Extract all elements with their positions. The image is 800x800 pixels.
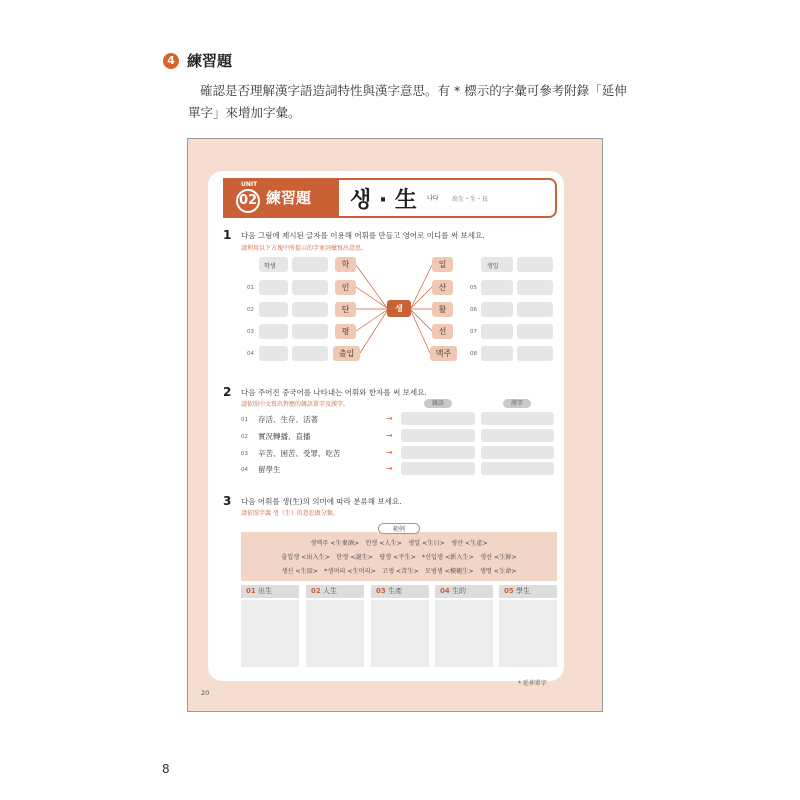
q2-korean-answer[interactable] bbox=[401, 462, 475, 475]
q2-korean-answer[interactable] bbox=[401, 446, 475, 459]
q3-category-name: 出生 bbox=[257, 587, 272, 595]
q1-answer-box[interactable] bbox=[517, 346, 553, 361]
arrow-right-icon: → bbox=[386, 464, 393, 473]
q2-item-number: 03 bbox=[241, 451, 248, 457]
q2-col-hanja: 漢字 bbox=[503, 399, 531, 408]
unit-header-title: 練習題 bbox=[266, 189, 312, 207]
q1-example-left-answer bbox=[292, 257, 328, 272]
q1-left-char: 인 bbox=[335, 280, 356, 295]
q3-category-number: 05 bbox=[504, 587, 514, 595]
q1-row-number: 06 bbox=[470, 307, 477, 313]
page-number: 8 bbox=[162, 762, 170, 776]
q3-category-header bbox=[435, 585, 493, 598]
q1-row-number: 04 bbox=[247, 351, 254, 357]
q2-instruction-zh: 請依照中文寫出對應的韓語單字及漢字。 bbox=[241, 401, 350, 408]
q3-category-answer[interactable] bbox=[435, 600, 493, 667]
q1-answer-box[interactable] bbox=[292, 302, 328, 317]
q3-category-answer[interactable] bbox=[499, 600, 557, 667]
q1-answer-box[interactable] bbox=[481, 302, 513, 317]
section-number: 4 bbox=[163, 53, 179, 69]
q3-category-answer[interactable] bbox=[306, 600, 364, 667]
q1-instruction-ko: 다음 그림에 제시된 글자를 이용해 어휘를 만들고 영어로 이디를 써 보세요. bbox=[241, 231, 485, 240]
q1-instruction-zh: 請利用以下方塊中所提示的字並詞彙寫出意思。 bbox=[241, 245, 368, 252]
q1-left-char: 출입 bbox=[333, 346, 360, 361]
q3-example-line: 생맥주 <生麥酒> 인생 <人生> 생일 <生日> 생산 <生產> bbox=[310, 540, 488, 547]
q1-left-char: 학 bbox=[335, 257, 356, 272]
q1-row-number: 08 bbox=[470, 351, 477, 357]
q3-category-header bbox=[306, 585, 364, 598]
q3-example-line: 생신 <生辰> *생머리 <生머리> 고생 <苦生> 모범생 <模範生> 생명 <生命> bbox=[281, 568, 517, 575]
q1-left-char: 평 bbox=[335, 324, 356, 339]
q3-category-name: 生的 bbox=[451, 587, 466, 595]
q2-item-text: 存活、生存、活著 bbox=[258, 415, 318, 424]
q2-item-text: 留學生 bbox=[258, 465, 281, 474]
q3-number: 3 bbox=[223, 494, 232, 508]
q1-center-char: 생 bbox=[387, 300, 411, 317]
q1-right-char: 맥주 bbox=[430, 346, 457, 361]
q3-instruction-zh: 請依照字義 생（生）的意思做分類。 bbox=[241, 510, 339, 517]
q2-item-number: 02 bbox=[241, 434, 248, 440]
q3-category-number: 04 bbox=[440, 587, 450, 595]
arrow-right-icon: → bbox=[386, 414, 393, 423]
q1-answer-box[interactable] bbox=[259, 324, 288, 339]
q2-hanja-answer[interactable] bbox=[481, 446, 554, 459]
q3-instruction-ko: 다음 어휘를 생(生)의 의미에 따라 분류해 보세요. bbox=[241, 497, 402, 506]
q3-example-label: 範例 bbox=[378, 523, 420, 534]
section-title: 練習題 bbox=[187, 52, 233, 70]
q1-answer-box[interactable] bbox=[292, 280, 328, 295]
q3-category-number: 03 bbox=[376, 587, 386, 595]
q1-right-char: 선 bbox=[432, 324, 453, 339]
q2-hanja-answer[interactable] bbox=[481, 462, 554, 475]
q2-hanja-answer[interactable] bbox=[481, 412, 554, 425]
q3-category-header bbox=[499, 585, 557, 598]
q1-answer-box[interactable] bbox=[517, 324, 553, 339]
q1-right-char: 일 bbox=[432, 257, 453, 272]
q1-answer-box[interactable] bbox=[517, 280, 553, 295]
q1-answer-box[interactable] bbox=[259, 280, 288, 295]
q3-category-answer[interactable] bbox=[241, 600, 299, 667]
arrow-right-icon: → bbox=[386, 448, 393, 457]
q2-number: 2 bbox=[223, 385, 232, 399]
q2-korean-answer[interactable] bbox=[401, 429, 475, 442]
q3-category-name: 學生 bbox=[515, 587, 530, 595]
q2-korean-answer[interactable] bbox=[401, 412, 475, 425]
q1-example-left-word: 학생 bbox=[264, 263, 276, 270]
q1-answer-box[interactable] bbox=[259, 302, 288, 317]
q2-item-number: 04 bbox=[241, 467, 248, 473]
q1-row-number: 01 bbox=[247, 285, 254, 291]
q1-row-number: 03 bbox=[247, 329, 254, 335]
q2-instruction-ko: 다음 주어진 중국어를 나타내는 어휘와 한자를 써 보세요. bbox=[241, 388, 427, 397]
q1-row-number: 02 bbox=[247, 307, 254, 313]
q1-answer-box[interactable] bbox=[481, 346, 513, 361]
q3-category-name: 生產 bbox=[387, 587, 402, 595]
q1-example-right-answer bbox=[517, 257, 553, 272]
q1-answer-box[interactable] bbox=[481, 280, 513, 295]
q3-category-name: 人生 bbox=[322, 587, 337, 595]
q1-answer-box[interactable] bbox=[517, 302, 553, 317]
q2-item-text: 實況轉播、直播 bbox=[258, 432, 311, 441]
q1-answer-box[interactable] bbox=[292, 324, 328, 339]
q2-hanja-answer[interactable] bbox=[481, 429, 554, 442]
inner-page-number: 20 bbox=[201, 689, 210, 697]
q2-item-number: 01 bbox=[241, 417, 248, 423]
unit-header-main-word: 생 · 生 bbox=[350, 188, 417, 213]
unit-header-subtitle: 出生・生・長 bbox=[452, 196, 489, 203]
q1-answer-box[interactable] bbox=[292, 346, 328, 361]
q1-left-char: 탄 bbox=[335, 302, 356, 317]
q1-row-number: 05 bbox=[470, 285, 477, 291]
q2-col-korean: 韓語 bbox=[424, 399, 452, 408]
q1-right-char: 활 bbox=[432, 302, 453, 317]
unit-label: UNIT bbox=[241, 181, 258, 188]
q3-example-line: 출입생 <出入生> 탄생 <誕生> 평생 <平生> *신입생 <新入生> 생선 <生鮮> bbox=[281, 554, 517, 561]
q1-answer-box[interactable] bbox=[481, 324, 513, 339]
q1-example-right-word: 생일 bbox=[487, 263, 499, 270]
extended-vocab-legend: * 延伸單字 bbox=[518, 680, 547, 687]
unit-header-verb: 나다 bbox=[427, 195, 439, 202]
q1-row-number: 07 bbox=[470, 329, 477, 335]
q1-right-char: 산 bbox=[432, 280, 453, 295]
q1-answer-box[interactable] bbox=[259, 346, 288, 361]
q3-category-header bbox=[371, 585, 429, 598]
q1-number: 1 bbox=[223, 228, 232, 242]
unit-number: 02 bbox=[236, 189, 260, 213]
q3-category-number: 02 bbox=[311, 587, 321, 595]
arrow-right-icon: → bbox=[386, 431, 393, 440]
q2-item-text: 辛苦、困苦、受罪、吃苦 bbox=[258, 449, 341, 458]
q3-category-number: 01 bbox=[246, 587, 256, 595]
section-intro: 確認是否理解漢字語造詞特性與漢字意思。有 * 標示的字彙可參考附錄「延伸單字」來增加字彙。 bbox=[188, 83, 627, 120]
q3-category-answer[interactable] bbox=[371, 600, 429, 667]
q3-category-header bbox=[241, 585, 299, 598]
